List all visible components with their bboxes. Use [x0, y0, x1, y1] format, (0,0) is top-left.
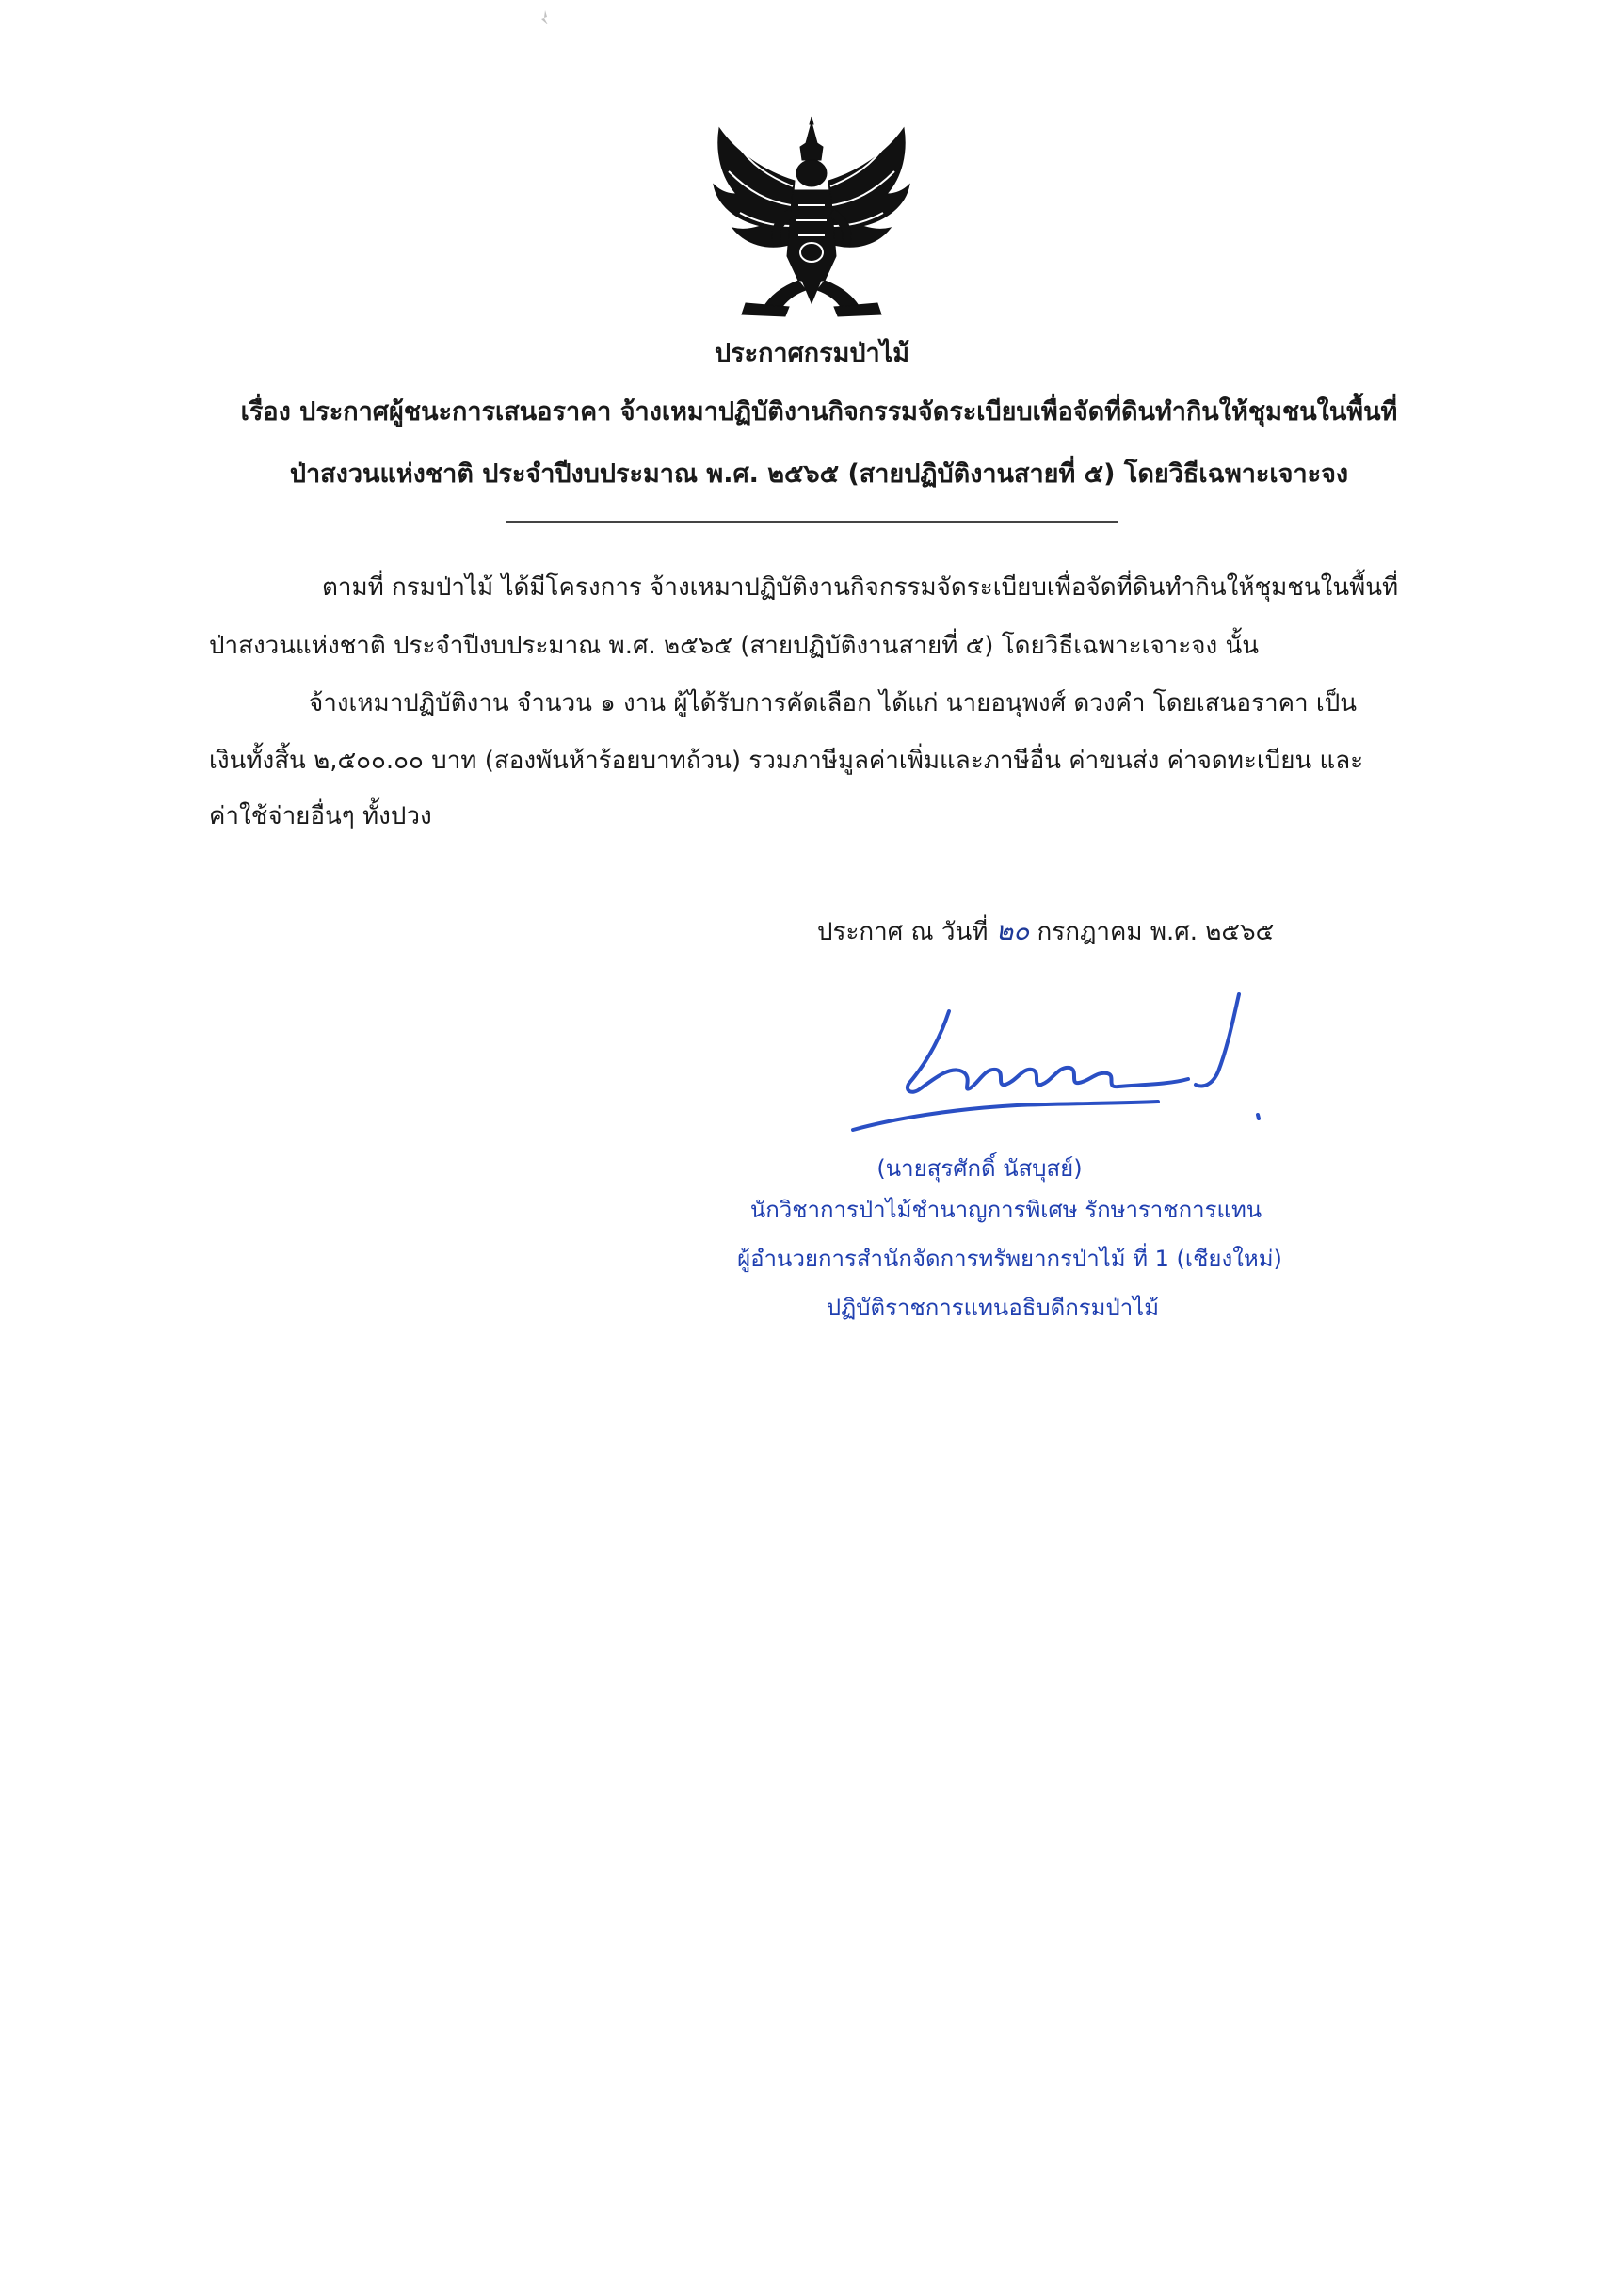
- subject-line-1: เรื่อง ประกาศผู้ชนะการเสนอราคา จ้างเหมาปฏิบัติงานกิจกรรมจัดระเบียบเพื่อจัดที่ดินทำกินให้ชุมชนในพื้นที่: [240, 397, 1398, 427]
- body-line-3: จ้างเหมาปฏิบัติงาน จำนวน ๑ งาน ผู้ได้รับการคัดเลือก ได้แก่ นายอนุพงศ์ ดวงคำ โดยเสนอราคา เป็น: [309, 689, 1357, 717]
- body-line-1: ตามที่ กรมป่าไม้ ได้มีโครงการ จ้างเหมาปฏิบัติงานกิจกรรมจัดระเบียบเพื่อจัดที่ดินทำกินให้ชุมชนในพื้นที่: [322, 573, 1399, 602]
- body-line-4: เงินทั้งสิ้น ๒,๕๐๐.๐๐ บาท (สองพันห้าร้อยบาทถ้วน) รวมภาษีมูลค่าเพิ่มและภาษีอื่น ค่าขนส่ง ค่าจดทะเบียน และ: [209, 747, 1364, 775]
- subject-line-2: ป่าสงวนแห่งชาติ ประจำปีงบประมาณ พ.ศ. ๒๕๖๕ (สายปฏิบัติงานสายที่ ๕) โดยวิธีเฉพาะเจาะจง: [289, 459, 1349, 489]
- signatory-name: (นายสุรศักดิ์ นัสบุสย์): [876, 1155, 1083, 1182]
- date-suffix: กรกฎาคม พ.ศ. ๒๕๖๕: [1037, 918, 1275, 946]
- body-line-2: ป่าสงวนแห่งชาติ ประจำปีงบประมาณ พ.ศ. ๒๕๖๕ (สายปฏิบัติงานสายที่ ๕) โดยวิธีเฉพาะเจาะจง นั้น: [209, 632, 1259, 660]
- body-line-5: ค่าใช้จ่ายอื่นๆ ทั้งปวง: [209, 802, 432, 830]
- signatory-position-2: ผู้อำนวยการสำนักจัดการทรัพยากรป่าไม้ ที่ 1 (เชียงใหม่): [737, 1246, 1282, 1272]
- scan-artifact: [539, 9, 552, 26]
- garuda-emblem-icon: [708, 115, 915, 324]
- date-prefix: ประกาศ ณ วันที่: [817, 918, 989, 946]
- handwritten-signature: [838, 990, 1262, 1151]
- signatory-position-1: นักวิชาการป่าไม้ชำนาญการพิเศษ รักษาราชการแทน: [749, 1197, 1262, 1223]
- title-divider: [506, 521, 1118, 523]
- date-day-handwritten: ๒๐: [995, 915, 1030, 946]
- announcement-date: [817, 913, 1274, 950]
- announcement-header: ประกาศกรมป่าไม้: [714, 339, 910, 368]
- signatory-position-3: ปฏิบัติราชการแทนอธิบดีกรมป่าไม้: [826, 1295, 1160, 1321]
